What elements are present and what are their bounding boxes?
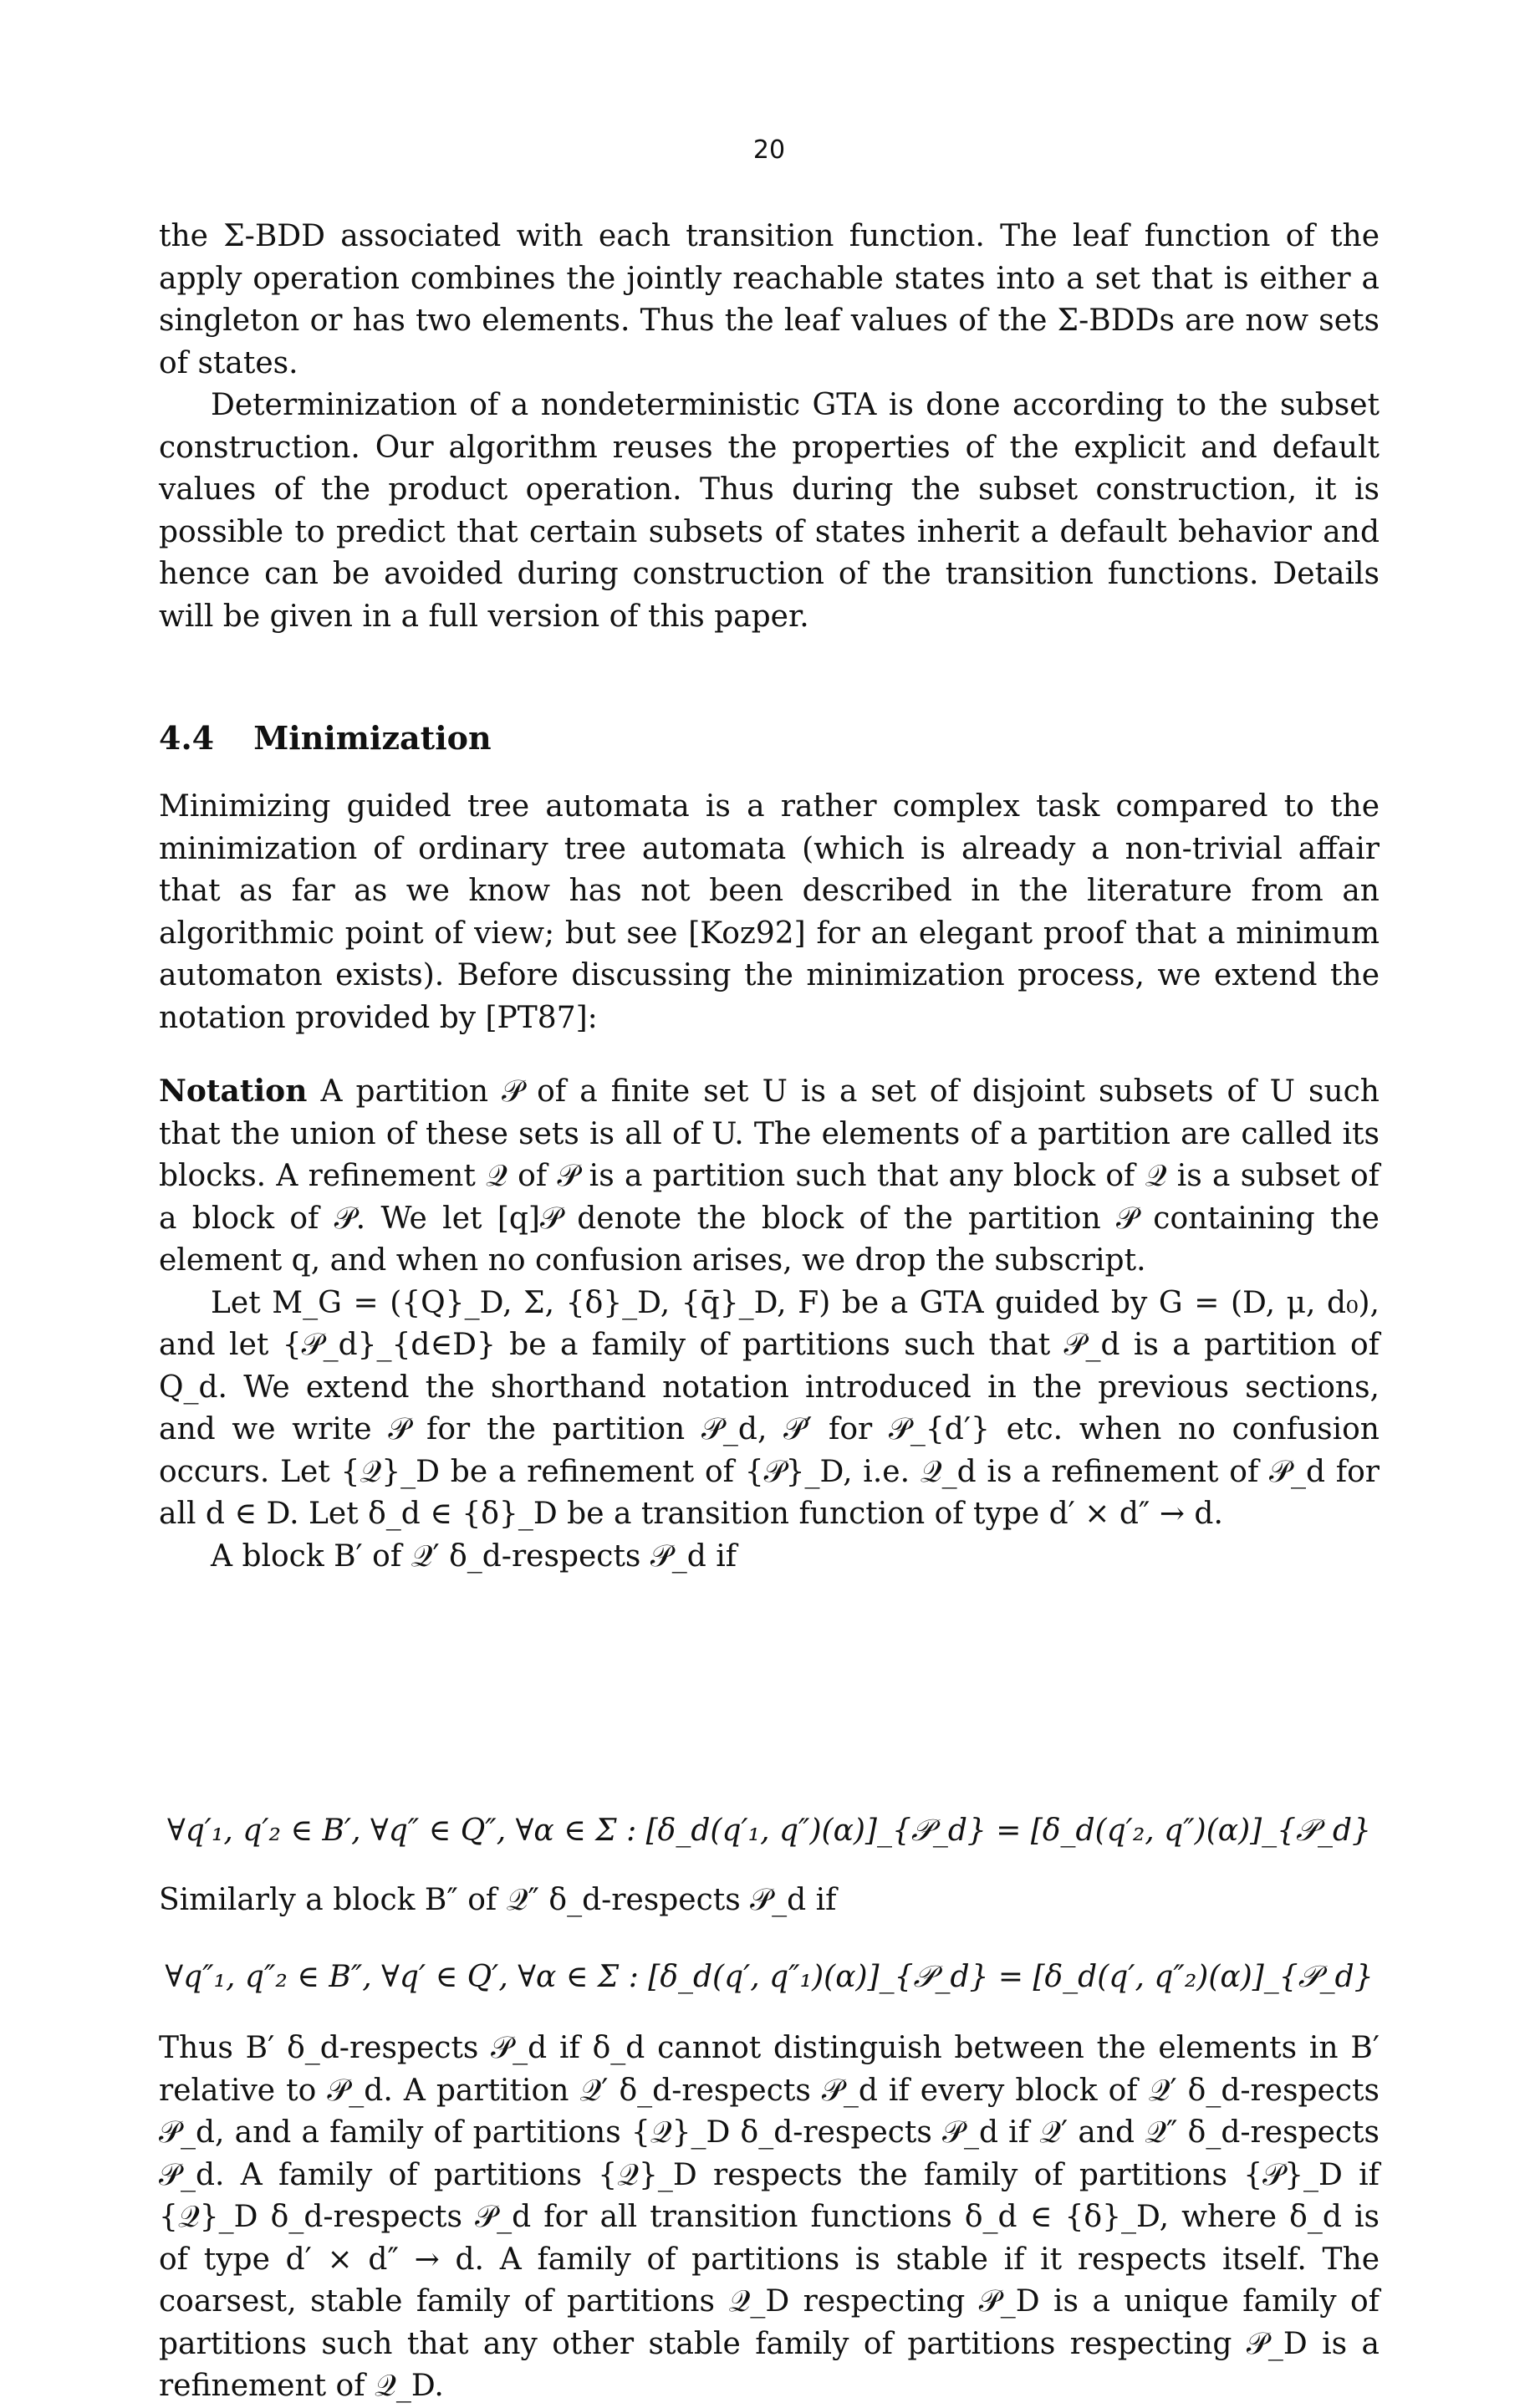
- notation-paragraph: [159, 1070, 1380, 1283]
- paragraph-similarly: Similarly a block B″ of 𝒬″ δ_d-respects 𝒫_d if: [159, 1883, 837, 1917]
- section-heading: [159, 717, 1380, 759]
- paragraph-determinization: Determinization of a nondeterministic GTA is done according to the subset construction. Our algorithm reuses the properties of the explicit and default values of the product operation. Thus during the subset construction, it is possible to predict that certain subsets of states inherit a default behavior and hence can be avoided during construction of the transition functions. Details will be given in a full version of this paper.: [159, 388, 1380, 634]
- paragraph-block-respects: A block B′ of 𝒬′ δ_d-respects 𝒫_d if: [211, 1538, 737, 1574]
- paragraph-let: Let M_G = ({Q}_D, Σ, {δ}_D, {q̄}_D, F) be a GTA guided by G = (D, μ, d₀), and let {𝒫_d}_{d∈D} be a family of partitions such that 𝒫_d is a partition of Q_d. We extend the shorthand notation introduced in the previous sections, and we write 𝒫 for the partition 𝒫_d, 𝒫′ for 𝒫_{d′} etc. when no confusion occurs. Let {𝒬}_D be a refinement of {𝒫}_D, i.e. 𝒬_d is a refinement of 𝒫_d for all d ∈ D. Let δ_d ∈ {δ}_D be a transition function of type d′ × d″ → d.: [159, 1285, 1380, 1531]
- page-number: 20: [752, 135, 786, 165]
- section-body: [159, 786, 1380, 1039]
- notation-heading: Notation: [159, 1074, 308, 1109]
- notation-block: [159, 1070, 1380, 1578]
- section-number: 4.4: [159, 719, 215, 757]
- formula-2: ∀q″₁, q″₂ ∈ B″, ∀q′ ∈ Q′, ∀α ∈ Σ : [δ_d(q′, q″₁)(α)]_{𝒫_d} = [δ_d(q′, q″₂)(α)]_{𝒫_d}: [165, 1960, 1374, 1994]
- formula-1: ∀q′₁, q′₂ ∈ B′, ∀q″ ∈ Q″, ∀α ∈ Σ : [δ_d(q′₁, q″)(α)]_{𝒫_d} = [δ_d(q′₂, q″)(α)]_{𝒫_d}: [167, 1814, 1371, 1848]
- notation-text: A partition 𝒫 of a finite set U is a set of disjoint subsets of U such that the union of these sets is all of U. The elements of a partition are called its blocks. A refinement 𝒬 of 𝒫 is a partition such that any block of 𝒬 is a subset of a block of 𝒫. We let [q]𝒫 denote the block of the partition 𝒫 containing the element q, and when no confusion arises, we drop the subscript.: [159, 1074, 1380, 1278]
- paragraph-continuation: the Σ-BDD associated with each transition function. The leaf function of the apply operation combines the jointly reachable states into a set that is either a singleton or has two elements. Thus the leaf values of the Σ-BDDs are now sets of states.: [159, 219, 1380, 380]
- similarly-text: [159, 1880, 1380, 1922]
- top-text: [159, 216, 1380, 638]
- closing-text: [159, 2028, 1380, 2408]
- paragraph-closing: Thus B′ δ_d-respects 𝒫_d if δ_d cannot distinguish between the elements in B′ relative to 𝒫_d. A partition 𝒬′ δ_d-respects 𝒫_d if every block of 𝒬′ δ_d-respects 𝒫_d, and a family of partitions {𝒬}_D δ_d-respects 𝒫_d if 𝒬′ and 𝒬″ δ_d-respects 𝒫_d. A family of partitions {𝒬}_D respects the family of partitions {𝒫}_D if {𝒬}_D δ_d-respects 𝒫_d for all transition functions δ_d ∈ {δ}_D, where δ_d is of type d′ × d″ → d. A family of partitions is stable if it respects itself. The coarsest, stable family of partitions 𝒬_D respecting 𝒫_D is a unique family of partitions such that any other stable family of partitions respecting 𝒫_D is a refinement of 𝒬_D.: [159, 2031, 1380, 2403]
- paragraph-minimization: Minimizing guided tree automata is a rather complex task compared to the minimization of ordinary tree automata (which is already a non-trivial affair that as far as we know has not been described in the literature from an algorithmic point of view; but see [Koz92] for an elegant proof that a minimum automaton exists). Before discussing the minimization process, we extend the notation provided by [PT87]:: [159, 789, 1380, 1035]
- section-title: Minimization: [253, 719, 492, 757]
